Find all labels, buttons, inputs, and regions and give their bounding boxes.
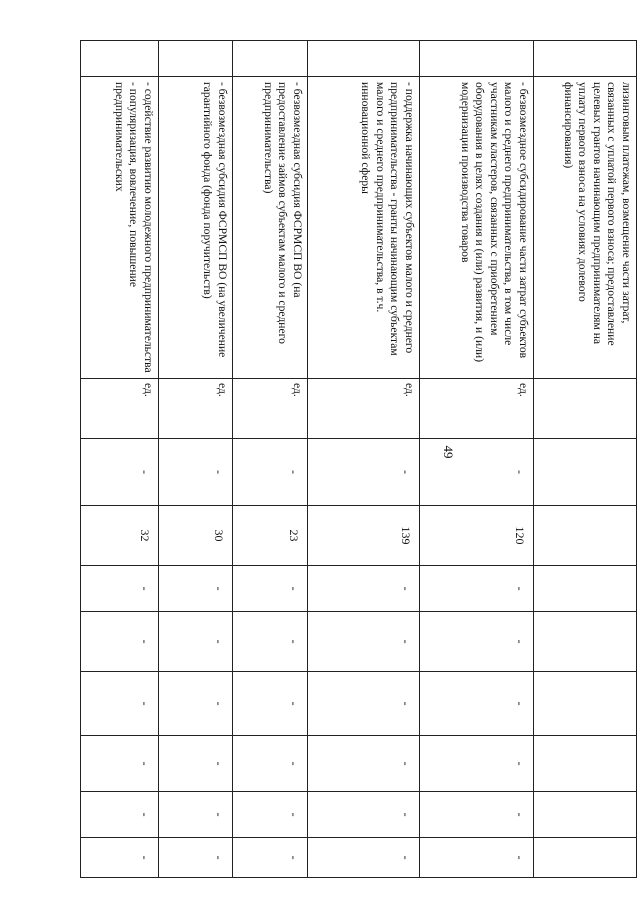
table-row <box>534 40 637 878</box>
unit-cell: ед. <box>81 378 158 438</box>
value-cell: - <box>81 438 158 505</box>
value-cell: - <box>420 735 533 791</box>
index-cell <box>81 40 158 76</box>
page-number: 49 <box>441 445 456 459</box>
table-row <box>159 40 233 878</box>
table-row <box>420 40 534 878</box>
value-cell: - <box>308 735 419 791</box>
index-cell <box>159 40 232 76</box>
description-cell: лизинговым платежам, возмещение части затрат, связанных с уплатой первого взноса; предоставление целевых грантов начинающим предпринимателям на уплату первого взноса на условиях долевого финансирования) <box>534 76 636 378</box>
value-cell: - <box>233 791 307 837</box>
value-cell: - <box>308 791 419 837</box>
index-cell <box>534 40 636 76</box>
value-cell <box>534 735 636 791</box>
value-cell: - <box>159 735 232 791</box>
value-cell: 32 <box>81 505 158 565</box>
value-cell <box>534 611 636 671</box>
value-cell: - <box>81 837 158 878</box>
value-cell: - <box>233 565 307 611</box>
rotated-table-body <box>80 40 637 878</box>
description-cell: - безвозмездная субсидия ФСРМСП ВО (на увеличение гарантийного фонда (фонда поручительств) <box>159 76 232 378</box>
value-cell: - <box>81 735 158 791</box>
value-cell <box>534 671 636 735</box>
value-cell <box>534 438 636 505</box>
value-cell: - <box>308 611 419 671</box>
value-cell: - <box>420 438 533 505</box>
value-cell: - <box>420 611 533 671</box>
value-cell: - <box>420 791 533 837</box>
description-cell: - безвозмездная субсидия ФСРМСП ВО (на предоставление займов субъектам малого и среднего предпринимательства) <box>233 76 307 378</box>
value-cell: 23 <box>233 505 307 565</box>
value-cell <box>534 565 636 611</box>
value-cell: 139 <box>308 505 419 565</box>
value-cell: - <box>81 611 158 671</box>
unit-cell <box>534 378 636 438</box>
value-cell: - <box>308 438 419 505</box>
index-cell <box>420 40 533 76</box>
value-cell: - <box>159 791 232 837</box>
value-cell: - <box>308 565 419 611</box>
unit-cell: ед. <box>308 378 419 438</box>
value-cell: - <box>420 837 533 878</box>
description-cell: - поддержка начинающих субъектов малого и среднего предпринимательства - гранты начинающим субъектам малого и среднего предпринимательства, в т.ч. инновационной сферы <box>308 76 419 378</box>
unit-cell: ед. <box>233 378 307 438</box>
value-cell: - <box>159 671 232 735</box>
table-row <box>233 40 308 878</box>
value-cell <box>534 791 636 837</box>
value-cell: - <box>233 837 307 878</box>
value-cell: - <box>159 438 232 505</box>
table-row <box>80 40 159 878</box>
description-cell: - содействие развитию молодежного предпринимательства - популяризация, вовлечение, повышение предпринимательских <box>81 76 158 378</box>
value-cell: - <box>233 735 307 791</box>
value-cell: - <box>420 565 533 611</box>
indicator-table <box>80 40 640 878</box>
value-cell: - <box>81 565 158 611</box>
value-cell: - <box>420 671 533 735</box>
table-row <box>308 40 420 878</box>
value-cell: - <box>159 565 232 611</box>
description-cell: - безвозмездное субсидирование части затрат субъектов малого и среднего предпринимательства, в том числе участникам кластеров, связанных с приобретением оборудования в целях создания и (или) развития, и (или) модернизации производства товаров <box>420 76 533 378</box>
value-cell: - <box>159 837 232 878</box>
value-cell: - <box>81 791 158 837</box>
index-cell <box>233 40 307 76</box>
value-cell: 120 <box>420 505 533 565</box>
value-cell: - <box>159 611 232 671</box>
index-cell <box>308 40 419 76</box>
value-cell <box>534 505 636 565</box>
value-cell: - <box>308 837 419 878</box>
unit-cell: ед. <box>159 378 232 438</box>
value-cell: 30 <box>159 505 232 565</box>
value-cell: - <box>233 611 307 671</box>
value-cell: - <box>233 438 307 505</box>
value-cell: - <box>81 671 158 735</box>
value-cell: - <box>233 671 307 735</box>
unit-cell: ед. <box>420 378 533 438</box>
value-cell <box>534 837 636 878</box>
value-cell: - <box>308 671 419 735</box>
